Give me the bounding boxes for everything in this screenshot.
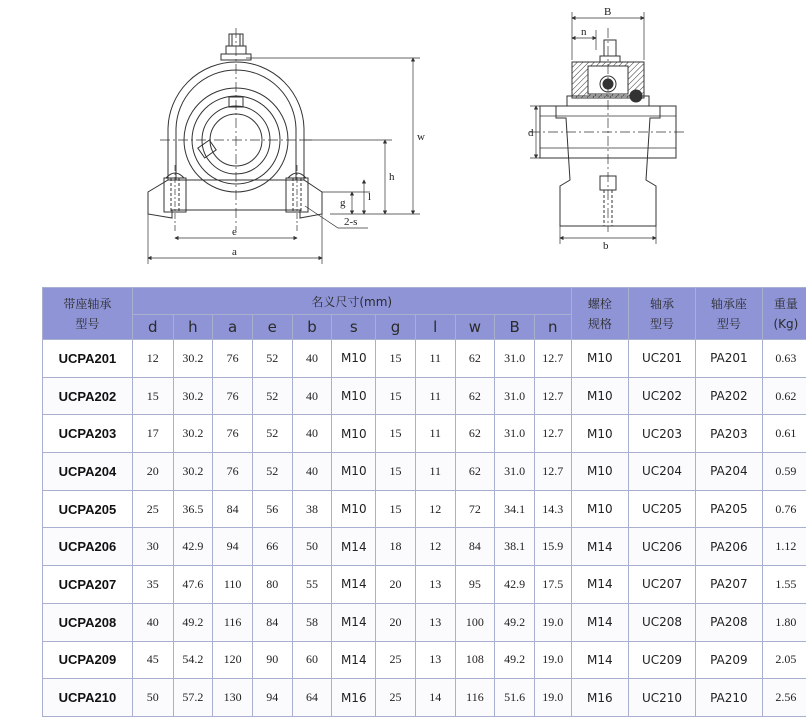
cell-bolt: M10	[571, 415, 628, 453]
cell-s: M14	[332, 528, 376, 566]
cell-b: 40	[292, 453, 332, 491]
cell-d: 45	[132, 641, 173, 679]
cell-s: M16	[332, 679, 376, 717]
cell-d: 15	[132, 377, 173, 415]
cell-a: 94	[213, 528, 253, 566]
cell-a: 76	[213, 453, 253, 491]
table-row	[43, 566, 806, 604]
cell-housing: PA203	[695, 415, 762, 453]
header-dim-g: g	[376, 315, 416, 340]
cell-g: 20	[376, 566, 416, 604]
cell-a: 116	[213, 603, 253, 641]
cell-h: 49.2	[173, 603, 213, 641]
cell-b: 58	[292, 603, 332, 641]
cell-d: 20	[132, 453, 173, 491]
cell-l: 11	[415, 415, 455, 453]
cell-housing: PA205	[695, 490, 762, 528]
table-row	[43, 340, 806, 378]
cell-n: 12.7	[534, 377, 571, 415]
header-housing-line2: 型号	[716, 316, 741, 331]
cell-e: 52	[252, 340, 292, 378]
cell-bearing: UC205	[629, 490, 696, 528]
cell-B: 51.6	[495, 679, 535, 717]
header-dim-l: l	[415, 315, 455, 340]
table-row	[43, 528, 806, 566]
cell-e: 80	[252, 566, 292, 604]
cell-n: 19.0	[534, 603, 571, 641]
cell-l: 11	[415, 377, 455, 415]
cell-model: UCPA210	[43, 679, 133, 717]
header-dim-e: e	[252, 315, 292, 340]
cell-weight: 1.55	[762, 566, 806, 604]
cell-w: 100	[455, 603, 495, 641]
cell-bearing: UC203	[629, 415, 696, 453]
cell-l: 12	[415, 528, 455, 566]
cell-s: M10	[332, 453, 376, 491]
cell-bolt: M10	[571, 453, 628, 491]
header-dim-w: w	[455, 315, 495, 340]
cell-l: 13	[415, 566, 455, 604]
cell-housing: PA202	[695, 377, 762, 415]
cell-g: 15	[376, 490, 416, 528]
cell-w: 84	[455, 528, 495, 566]
cell-bolt: M10	[571, 490, 628, 528]
cell-h: 30.2	[173, 453, 213, 491]
cell-h: 54.2	[173, 641, 213, 679]
cell-bearing: UC204	[629, 453, 696, 491]
cell-bearing: UC209	[629, 641, 696, 679]
cell-model: UCPA204	[43, 453, 133, 491]
cell-e: 90	[252, 641, 292, 679]
cell-b: 50	[292, 528, 332, 566]
cell-b: 40	[292, 340, 332, 378]
table-row	[43, 377, 806, 415]
cell-d: 17	[132, 415, 173, 453]
cell-bearing: UC207	[629, 566, 696, 604]
cell-e: 84	[252, 603, 292, 641]
cell-B: 49.2	[495, 641, 535, 679]
dim-label-e: e	[232, 226, 237, 238]
header-row-group	[43, 288, 806, 315]
spec-table-body	[43, 340, 806, 717]
header-dim-h: h	[173, 315, 213, 340]
cell-B: 31.0	[495, 415, 535, 453]
cell-d: 30	[132, 528, 173, 566]
header-housing-line1: 轴承座	[710, 296, 747, 311]
cell-bolt: M10	[571, 340, 628, 378]
side-view	[530, 12, 686, 244]
cell-model: UCPA205	[43, 490, 133, 528]
cell-a: 76	[213, 340, 253, 378]
cell-s: M14	[332, 566, 376, 604]
cell-bearing: UC208	[629, 603, 696, 641]
cell-l: 11	[415, 453, 455, 491]
cell-s: M10	[332, 340, 376, 378]
cell-s: M14	[332, 603, 376, 641]
cell-housing: PA208	[695, 603, 762, 641]
cell-weight: 0.76	[762, 490, 806, 528]
cell-e: 52	[252, 415, 292, 453]
cell-B: 38.1	[495, 528, 535, 566]
cell-e: 56	[252, 490, 292, 528]
cell-g: 25	[376, 641, 416, 679]
dim-label-h: h	[389, 171, 395, 183]
cell-a: 130	[213, 679, 253, 717]
table-row	[43, 641, 806, 679]
cell-bearing: UC210	[629, 679, 696, 717]
cell-h: 42.9	[173, 528, 213, 566]
cell-w: 62	[455, 415, 495, 453]
header-bolt-line2: 规格	[587, 316, 612, 331]
cell-w: 72	[455, 490, 495, 528]
cell-b: 60	[292, 641, 332, 679]
dim-label-d: d	[528, 127, 534, 139]
cell-weight: 1.12	[762, 528, 806, 566]
cell-h: 30.2	[173, 377, 213, 415]
cell-B: 31.0	[495, 340, 535, 378]
cell-g: 15	[376, 377, 416, 415]
cell-n: 19.0	[534, 641, 571, 679]
cell-e: 94	[252, 679, 292, 717]
header-model-line2: 型号	[75, 316, 100, 331]
cell-B: 42.9	[495, 566, 535, 604]
cell-bearing: UC202	[629, 377, 696, 415]
cell-g: 15	[376, 340, 416, 378]
cell-a: 76	[213, 415, 253, 453]
cell-h: 30.2	[173, 340, 213, 378]
cell-n: 14.3	[534, 490, 571, 528]
cell-g: 15	[376, 453, 416, 491]
cell-s: M10	[332, 415, 376, 453]
header-weight	[762, 288, 806, 340]
cell-a: 120	[213, 641, 253, 679]
cell-weight: 0.62	[762, 377, 806, 415]
cell-model: UCPA203	[43, 415, 133, 453]
header-dim-n: n	[534, 315, 571, 340]
cell-w: 62	[455, 453, 495, 491]
cell-n: 19.0	[534, 679, 571, 717]
cell-weight: 0.61	[762, 415, 806, 453]
cell-h: 36.5	[173, 490, 213, 528]
cell-g: 15	[376, 415, 416, 453]
header-model	[43, 288, 133, 340]
cell-weight: 0.63	[762, 340, 806, 378]
cell-model: UCPA201	[43, 340, 133, 378]
cell-b: 55	[292, 566, 332, 604]
cell-housing: PA206	[695, 528, 762, 566]
cell-bolt: M14	[571, 566, 628, 604]
cell-housing: PA207	[695, 566, 762, 604]
cell-bearing: UC201	[629, 340, 696, 378]
cell-b: 64	[292, 679, 332, 717]
cell-w: 62	[455, 340, 495, 378]
cell-bolt: M14	[571, 603, 628, 641]
dim-label-l: l	[368, 191, 372, 203]
cell-a: 110	[213, 566, 253, 604]
cell-housing: PA204	[695, 453, 762, 491]
table-row	[43, 679, 806, 717]
cell-housing: PA209	[695, 641, 762, 679]
cell-model: UCPA208	[43, 603, 133, 641]
cell-model: UCPA202	[43, 377, 133, 415]
cell-s: M14	[332, 641, 376, 679]
cell-d: 40	[132, 603, 173, 641]
cell-s: M10	[332, 490, 376, 528]
header-bolt	[571, 288, 628, 340]
dim-label-g: g	[340, 197, 346, 209]
header-bearing-line1: 轴承	[650, 296, 675, 311]
cell-B: 34.1	[495, 490, 535, 528]
cell-h: 57.2	[173, 679, 213, 717]
cell-l: 14	[415, 679, 455, 717]
cell-d: 12	[132, 340, 173, 378]
technical-drawing	[0, 0, 806, 280]
dim-label-b: b	[603, 240, 609, 252]
cell-housing: PA210	[695, 679, 762, 717]
cell-l: 11	[415, 340, 455, 378]
cell-e: 52	[252, 453, 292, 491]
cell-n: 15.9	[534, 528, 571, 566]
cell-B: 31.0	[495, 377, 535, 415]
cell-l: 12	[415, 490, 455, 528]
cell-weight: 0.59	[762, 453, 806, 491]
table-row	[43, 415, 806, 453]
cell-n: 17.5	[534, 566, 571, 604]
cell-l: 13	[415, 603, 455, 641]
cell-model: UCPA207	[43, 566, 133, 604]
cell-g: 20	[376, 603, 416, 641]
header-dim-b: b	[292, 315, 332, 340]
dim-label-a: a	[232, 246, 237, 258]
dim-label-B: B	[604, 6, 612, 18]
header-model-line1: 带座轴承	[63, 296, 112, 311]
header-bearing-line2: 型号	[650, 316, 675, 331]
cell-h: 30.2	[173, 415, 213, 453]
cell-weight: 2.56	[762, 679, 806, 717]
cell-d: 25	[132, 490, 173, 528]
header-bolt-line1: 螺栓	[587, 296, 612, 311]
cell-b: 40	[292, 377, 332, 415]
cell-a: 84	[213, 490, 253, 528]
cell-l: 13	[415, 641, 455, 679]
header-dim-d: d	[132, 315, 173, 340]
header-dim-a: a	[213, 315, 253, 340]
cell-b: 40	[292, 415, 332, 453]
cell-housing: PA201	[695, 340, 762, 378]
cell-bolt: M10	[571, 377, 628, 415]
front-view	[148, 28, 420, 264]
header-housing	[695, 288, 762, 340]
cell-weight: 2.05	[762, 641, 806, 679]
cell-s: M10	[332, 377, 376, 415]
cell-b: 38	[292, 490, 332, 528]
header-weight-line2: (Kg)	[773, 316, 799, 331]
cell-h: 47.6	[173, 566, 213, 604]
cell-bolt: M16	[571, 679, 628, 717]
cell-w: 116	[455, 679, 495, 717]
cell-w: 62	[455, 377, 495, 415]
dim-label-n: n	[581, 26, 587, 38]
cell-n: 12.7	[534, 453, 571, 491]
table-row	[43, 603, 806, 641]
header-dim-s: s	[332, 315, 376, 340]
cell-bearing: UC206	[629, 528, 696, 566]
spec-table	[42, 287, 806, 717]
cell-B: 49.2	[495, 603, 535, 641]
cell-weight: 1.80	[762, 603, 806, 641]
cell-e: 66	[252, 528, 292, 566]
cell-model: UCPA206	[43, 528, 133, 566]
cell-model: UCPA209	[43, 641, 133, 679]
cell-a: 76	[213, 377, 253, 415]
cell-bolt: M14	[571, 641, 628, 679]
table-row	[43, 490, 806, 528]
header-bearing	[629, 288, 696, 340]
cell-n: 12.7	[534, 415, 571, 453]
cell-d: 50	[132, 679, 173, 717]
dim-label-w: w	[417, 131, 425, 143]
header-nominal-dims: 名义尺寸(mm)	[132, 288, 571, 315]
cell-d: 35	[132, 566, 173, 604]
cell-bolt: M14	[571, 528, 628, 566]
dim-label-s: 2-s	[344, 216, 358, 228]
header-dim-B: B	[495, 315, 535, 340]
cell-n: 12.7	[534, 340, 571, 378]
table-row	[43, 453, 806, 491]
cell-e: 52	[252, 377, 292, 415]
header-weight-line1: 重量	[773, 296, 798, 311]
cell-g: 25	[376, 679, 416, 717]
cell-w: 95	[455, 566, 495, 604]
cell-B: 31.0	[495, 453, 535, 491]
cell-w: 108	[455, 641, 495, 679]
cell-g: 18	[376, 528, 416, 566]
